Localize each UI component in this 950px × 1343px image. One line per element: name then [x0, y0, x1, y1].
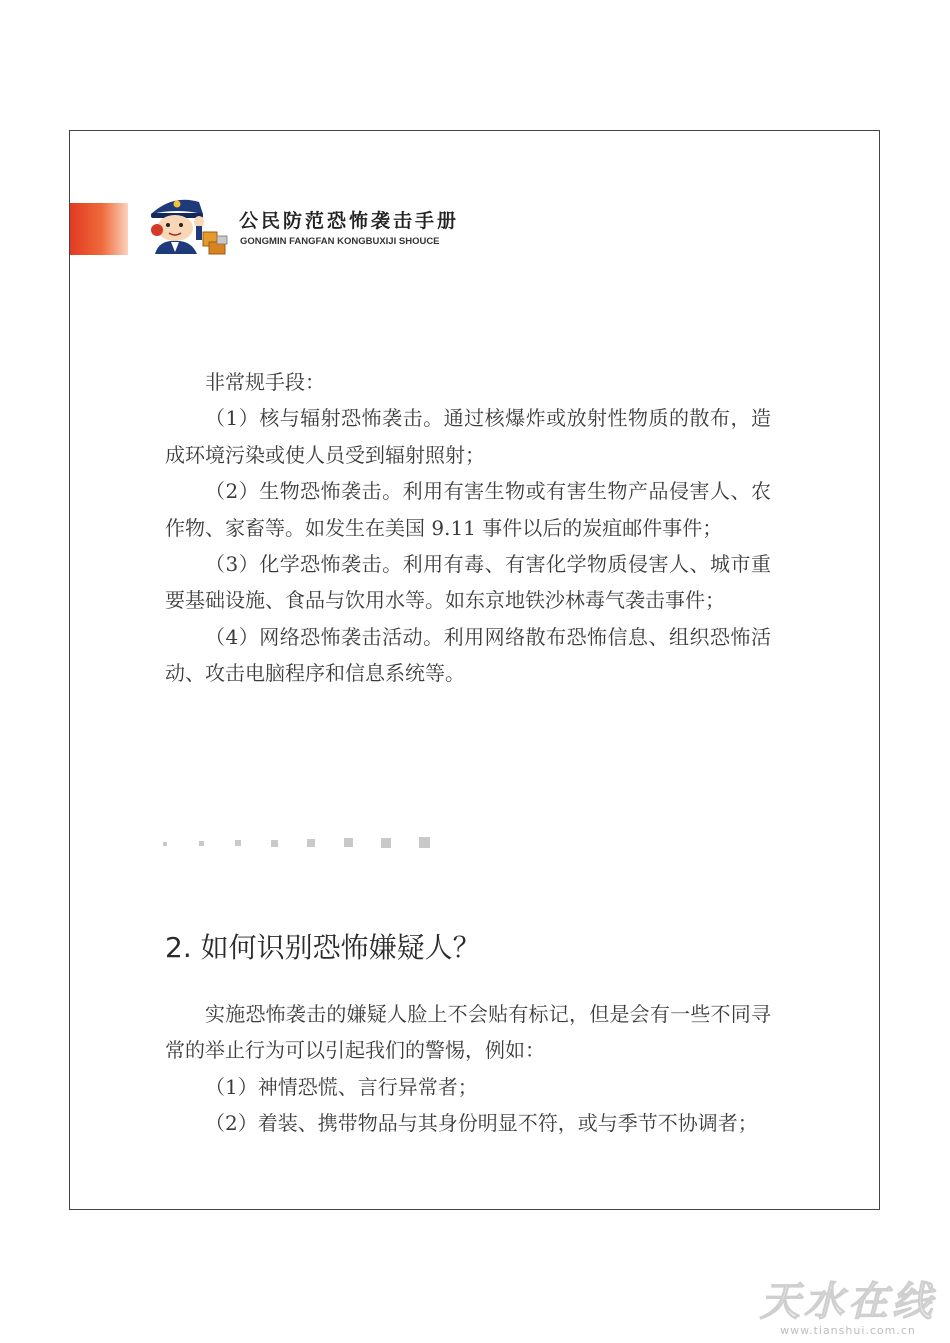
divider-dot — [419, 837, 430, 848]
divider-dot — [381, 838, 391, 848]
divider-dot — [163, 842, 167, 846]
section-heading: 2. 如何识别恐怖嫌疑人？ — [165, 931, 481, 964]
watermark — [758, 1280, 938, 1337]
divider-dot — [199, 841, 204, 846]
section1-body — [165, 364, 771, 692]
header-title: 公民防范恐怖袭击手册 — [239, 210, 460, 232]
paragraph: 实施恐怖袭击的嫌疑人脸上不会贴有标记，但是会有一些不同寻常的举止行为可以引起我们的警惕，例如： — [165, 1002, 771, 1063]
divider-dot — [344, 838, 353, 847]
watermark-url: www.tianshui.com.cn — [780, 1324, 916, 1337]
watermark-logo: 天水在线 — [760, 1278, 936, 1325]
paragraph: （2）生物恐怖袭击。利用有害生物或有害生物产品侵害人、农作物、家畜等。如发生在美国 9.11 事件以后的炭疽邮件事件； — [165, 479, 771, 540]
section2-body — [165, 996, 771, 1142]
paragraph: （1）核与辐射恐怖袭击。通过核爆炸或放射性物质的散布，造成环境污染或使人员受到辐射照射； — [165, 406, 771, 467]
divider-dot — [307, 839, 315, 847]
header-subtitle: GONGMIN FANGFAN KONGBUXIJI SHOUCE — [240, 236, 440, 247]
paragraph: （3）化学恐怖袭击。利用有毒、有害化学物质侵害人、城市重要基础设施、食品与饮用水等。如东京地铁沙林毒气袭击事件； — [165, 552, 771, 613]
divider-dot — [235, 840, 241, 846]
paragraph: （4）网络恐怖袭击活动。利用网络散布恐怖信息、组织恐怖活动、攻击电脑程序和信息系统等。 — [165, 624, 771, 686]
police-mascot-icon — [143, 192, 231, 256]
paragraph: （2）着装、携带物品与其身份明显不符，或与季节不协调者； — [205, 1111, 758, 1136]
divider-dot — [271, 840, 278, 847]
header-accent-bar — [70, 203, 128, 255]
paragraph: 非常规手段： — [205, 370, 325, 394]
paragraph: （1）神情恐慌、言行异常者； — [205, 1074, 478, 1099]
